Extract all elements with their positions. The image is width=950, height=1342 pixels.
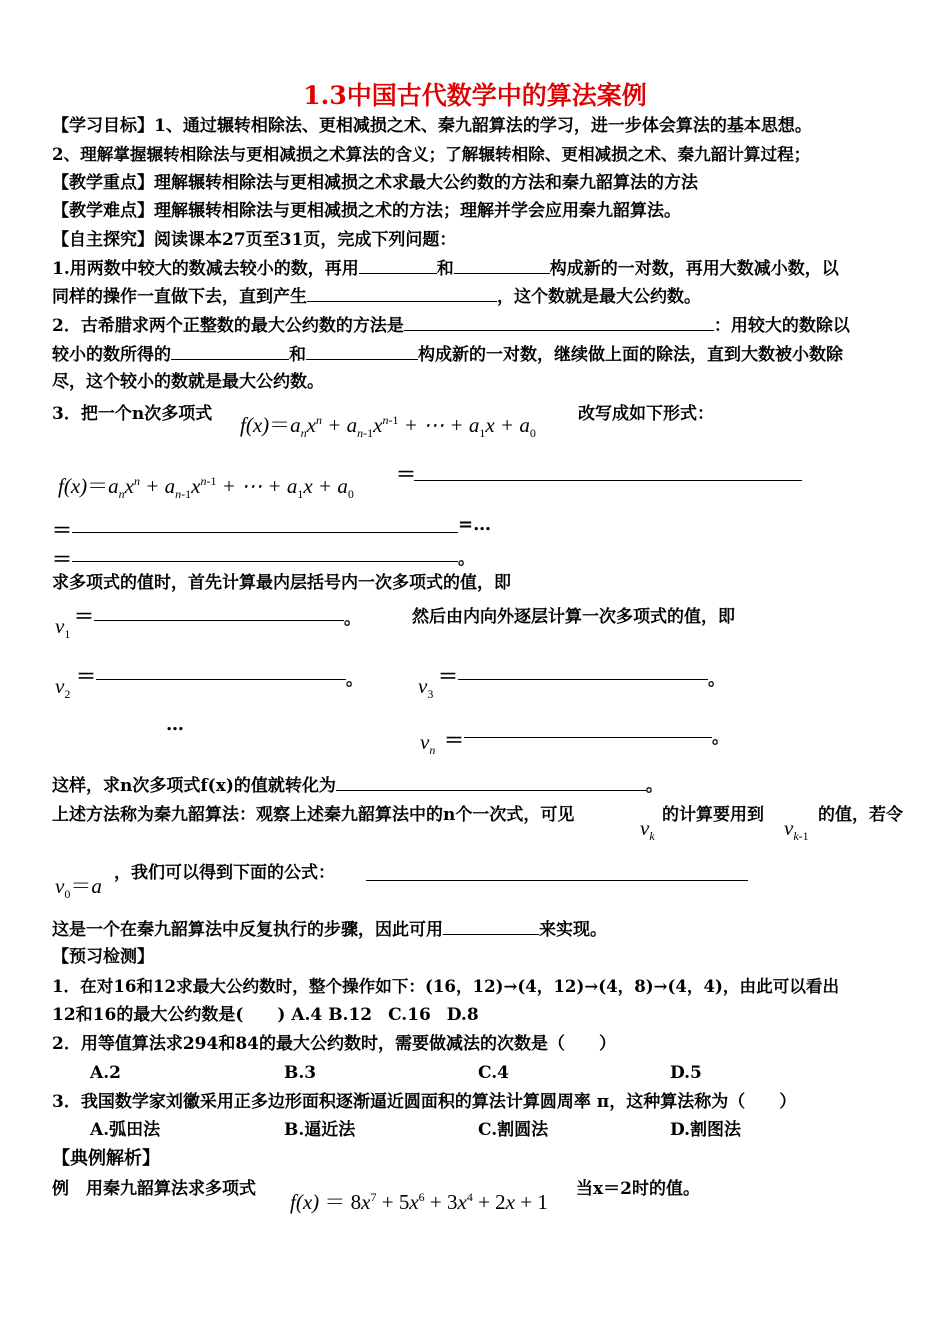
option[interactable]: A.4: [291, 1005, 323, 1025]
equals-sign: ＝: [76, 664, 96, 688]
learning-goal: [52, 115, 812, 137]
goal-tag: 【学习目标】: [52, 116, 154, 136]
option[interactable]: D.割图法: [670, 1120, 742, 1140]
q2-blank-1[interactable]: [404, 314, 714, 331]
formula-blank[interactable]: [366, 880, 748, 881]
option[interactable]: A.2: [90, 1063, 121, 1083]
period: 。: [712, 728, 729, 748]
inner-compute-text: 求多项式的值时，首先计算最内层括号内一次多项式的值，即: [52, 573, 511, 593]
equals-sign: ＝: [438, 664, 458, 688]
option[interactable]: D.8: [446, 1005, 479, 1025]
equals-sign: ＝: [52, 518, 72, 542]
v3-blank[interactable]: [458, 679, 708, 680]
example-polynomial: $f(x) = 8x^7 + 5x^6 + 3x^4 + 2x + 1$: [290, 1190, 548, 1214]
equals-dots: =…: [458, 514, 492, 535]
goal-line1: 1、通过辗转相除法、更相减损之术、秦九韶算法的学习，进一步体会算法的基本思想。: [154, 116, 812, 136]
ellipsis: …: [166, 714, 184, 735]
rewrite-blank-3[interactable]: [72, 561, 458, 562]
preview-q2: 2．用等值算法求294和84的最大公约数时，需要做减法的次数是（ ）: [52, 1034, 616, 1054]
vn-blank[interactable]: [464, 737, 712, 738]
period: 。: [708, 670, 725, 690]
period: 。: [346, 670, 363, 690]
v0-equals-a: $v_0=a$: [55, 874, 102, 902]
example-intro: 例 用秦九韶算法求多项式: [52, 1179, 256, 1199]
option[interactable]: B.逼近法: [284, 1120, 356, 1140]
qin-method-text: 上述方法称为秦九韶算法：观察上述秦九韶算法中的n个一次式，可见: [52, 805, 575, 825]
goal-line2: 2、理解掌握辗转相除法与更相减损之术算法的含义；了解辗转相除、更相减损之术、秦九韶计算过程；: [52, 144, 811, 164]
repeat-blank[interactable]: [443, 918, 539, 935]
v1-blank[interactable]: [94, 620, 344, 621]
v2-label: $v_2$: [55, 674, 71, 702]
equals-sign: ＝: [52, 547, 72, 571]
option[interactable]: C.16: [388, 1005, 431, 1025]
example-heading: 【典例解析】: [52, 1148, 160, 1169]
q1-line2: 同样的操作一直做下去，直到产生 ，这个数就是最大公约数。: [52, 287, 701, 307]
outer-compute-text: 然后由内向外逐层计算一次多项式的值，即: [412, 607, 735, 627]
equals-sign: ＝: [396, 462, 416, 486]
qin-method-text-3: 的值，若令: [818, 805, 903, 825]
formula-text: ，我们可以得到下面的公式：: [114, 863, 335, 883]
option[interactable]: C.4: [478, 1063, 509, 1083]
polynomial-formula: $f(x)=a_nx^n + a_{n-1}x^{n-1}$ + ⋯ + $a_1x + a_0$: [240, 413, 536, 441]
q3-intro: 3．把一个n次多项式: [52, 404, 213, 424]
q1-blank-1[interactable]: [359, 257, 437, 274]
equals-sign: ＝: [444, 728, 464, 752]
rewrite-blank-1[interactable]: [414, 480, 802, 481]
q3-rewrite-label: 改写成如下形式：: [578, 404, 714, 424]
period: 。: [344, 609, 361, 629]
vk-label: $v_k$: [640, 816, 655, 844]
key-point: 【教学重点】理解辗转相除法与更相减损之术求最大公约数的方法和秦九韶算法的方法: [52, 173, 698, 193]
q2-blank-3[interactable]: [306, 343, 418, 360]
q1-blank-3[interactable]: [307, 285, 497, 302]
rewrite-blank-2[interactable]: [72, 532, 458, 533]
v1-label: $v_1$: [55, 614, 71, 642]
q2-line2: 较小的数所得的 和 构成新的一对数，继续做上面的除法，直到大数被小数除: [52, 345, 843, 365]
q2-blank-2[interactable]: [171, 343, 289, 360]
page-title: 1.3中国古代数学中的算法案例: [303, 81, 647, 110]
vn-label: $v_n$: [420, 730, 436, 758]
self-explore: 【自主探究】阅读课本27页至31页，完成下列问题：: [52, 230, 457, 250]
v3-label: $v_3$: [418, 674, 434, 702]
period: 。: [458, 549, 475, 569]
polynomial-formula-2: $f(x)=a_nx^n + a_{n-1}x^{n-1}$ + ⋯ + $a_1x + a_0$: [58, 474, 354, 502]
preview-q1-line1: 1．在对16和12求最大公约数时，整个操作如下：(16，12)→(4，12)→(4，8)→(4，4)，由此可以看出: [52, 976, 840, 996]
option[interactable]: A.弧田法: [90, 1120, 161, 1140]
preview-q3: 3．我国数学家刘徽采用正多边形面积逐渐逼近圆面积的算法计算圆周率 π，这种算法称为（ ）: [52, 1092, 797, 1112]
example-condition: 当x＝2时的值。: [576, 1179, 700, 1199]
preview-heading: 【预习检测】: [52, 947, 154, 967]
option[interactable]: D.5: [670, 1063, 702, 1083]
qin-method-text-2: 的计算要用到: [662, 805, 764, 825]
option[interactable]: B.12: [328, 1005, 373, 1025]
conversion-line: 这样，求n次多项式f(x)的值就转化为 。: [52, 776, 663, 796]
q2-line3: 尽，这个较小的数就是最大公约数。: [52, 372, 324, 392]
option[interactable]: C.割圆法: [478, 1120, 549, 1140]
option[interactable]: B.3: [284, 1063, 317, 1083]
difficult-point: 【教学难点】理解辗转相除法与更相减损之术的方法；理解并学会应用秦九韶算法。: [52, 201, 681, 221]
conversion-blank[interactable]: [336, 774, 646, 791]
v2-blank[interactable]: [96, 679, 346, 680]
q1-blank-2[interactable]: [454, 257, 550, 274]
q1-line1: 1.用两数中较大的数减去较小的数，再用 和 构成新的一对数，再用大数减小数，以: [52, 259, 839, 279]
repeat-step-line: 这是一个在秦九韶算法中反复执行的步骤，因此可用 来实现。: [52, 920, 607, 940]
q2-line1: 2．古希腊求两个正整数的最大公约数的方法是 ：用较大的数除以: [52, 316, 850, 336]
equals-sign: ＝: [74, 604, 94, 628]
vk-1-label: $v_{k-1}$: [784, 816, 809, 844]
preview-q1-line2: 12和16的最大公约数是( ) A.4 B.12 C.16 D.8: [52, 1005, 479, 1025]
